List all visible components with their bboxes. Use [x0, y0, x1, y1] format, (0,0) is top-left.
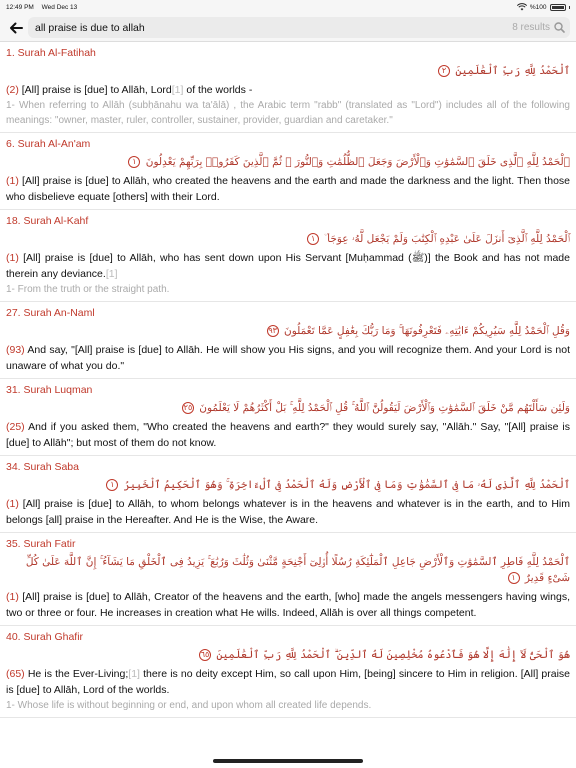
footnote: 1- When referring to Allāh (subḥānahu wa ta'ālā) , the Arabic term "rabb" (translated as "Lord") includes all of the following meanings: "owner, master, ruler, controller, sustainer, provider, guardian and caretaker."	[6, 100, 570, 126]
footnote-reference[interactable]: [1]	[171, 84, 184, 96]
surah-title[interactable]: 1. Surah Al-Fatihah	[6, 47, 96, 59]
arabic-verse	[6, 554, 570, 586]
ayah-number-icon: ٩٣	[268, 326, 277, 335]
verse-translation	[6, 342, 570, 374]
results-list	[0, 42, 576, 718]
ayah-number-icon: ٢٥	[183, 403, 193, 412]
search-result[interactable]	[0, 302, 576, 379]
ayah-number-icon: ٢	[438, 65, 450, 77]
search-result[interactable]	[0, 379, 576, 456]
status-bar	[0, 0, 576, 14]
ayah-number-icon: ١	[508, 572, 520, 584]
translation-text: [All] praise is [due] to Allāh, who has sent down upon His Servant [Muḥammad (ﷺ)] the Book and has not made therein any deviance.	[6, 252, 570, 280]
surah-title[interactable]: 34. Surah Saba	[6, 461, 79, 473]
back-arrow-icon	[9, 22, 23, 34]
ayah-number-icon: ١	[128, 156, 140, 168]
surah-title[interactable]: 27. Surah An-Naml	[6, 307, 95, 319]
verse-number: (65)	[6, 668, 25, 680]
search-icon[interactable]	[554, 22, 565, 33]
verse-translation	[6, 666, 570, 698]
search-result[interactable]	[0, 210, 576, 302]
arabic-verse	[6, 63, 570, 79]
translation-text: And if you asked them, "Who created the heavens and earth?" they would surely say, "Allāh." Say, "[All] praise is [due] to Allāh"; but most of them do not know.	[6, 421, 570, 449]
search-result[interactable]	[0, 133, 576, 210]
verse-number: (25)	[6, 421, 25, 433]
arabic-verse	[6, 477, 570, 493]
status-left	[6, 4, 83, 11]
status-date: Wed Dec 13	[41, 3, 78, 11]
arabic-text: ٱلْحَمْدُ لِلَّهِ ٱلَّذِى لَهُۥ مَا فِى ٱلسَّمَٰوَٰتِ وَمَا فِى ٱلْأَرْضِ وَلَهُ ٱلْحَمْدُ فِى ٱلْءَاخِرَةِ ۚ وَهُوَ ٱلْحَكِيمُ ٱلْخَبِيرُ	[123, 479, 570, 491]
verse-number: (2)	[6, 84, 19, 96]
wifi-icon	[517, 3, 527, 11]
translation-text: [All] praise is [due] to Allāh, to whom belongs whatever is in the heavens and whatever is in the earth, and to Him belongs [all] praise in the Hereafter. And He is the Wise, the Aware.	[6, 498, 570, 526]
footnote-reference[interactable]: [1]	[105, 268, 118, 280]
verse-number: (1)	[6, 252, 19, 264]
translation-text-continued: there is no deity except Him, so call upon Him, [being] sincere to Him in religion. [All] praise is [due] to Allāh, Lord of the worlds.	[6, 668, 570, 696]
search-result[interactable]	[0, 533, 576, 626]
arabic-text: ٱلْحَمْدُ لِلَّهِ ٱلَّذِىٓ أَنزَلَ عَلَىٰ عَبْدِهِ ٱلْكِتَٰبَ وَلَمْ يَجْعَل لَّهُۥ عِوَجَا ۜ	[324, 233, 570, 245]
verse-translation	[6, 419, 570, 451]
footnote: 1- From the truth or the straight path.	[6, 284, 170, 295]
verse-translation	[6, 496, 570, 528]
battery-percent: %100	[529, 3, 547, 11]
verse-translation	[6, 82, 570, 98]
search-input[interactable]	[35, 22, 512, 34]
verse-number: (1)	[6, 591, 19, 603]
search-toolbar	[0, 14, 576, 42]
search-result[interactable]	[0, 42, 576, 133]
surah-title[interactable]: 31. Surah Luqman	[6, 384, 93, 396]
translation-text-continued: of the worlds -	[183, 84, 253, 96]
translation-text: [All] praise is [due] to Allāh, Creator of the heavens and the earth, [who] made the angels messengers having wings, two or three or four. He increases in creation what He wills. Indeed, Allāh is over all things competent.	[6, 591, 570, 619]
search-box[interactable]	[28, 17, 570, 38]
surah-title[interactable]: 6. Surah Al-An'am	[6, 138, 91, 150]
surah-title[interactable]: 40. Surah Ghafir	[6, 631, 84, 643]
arabic-verse	[6, 323, 570, 339]
back-button[interactable]	[4, 16, 28, 40]
arabic-verse	[6, 647, 570, 663]
arabic-text: ٱلْحَمْدُ لِلَّهِ ٱلَّذِى خَلَقَ ٱلسَّمَٰوَٰتِ وَٱلْأَرْضَ وَجَعَلَ ٱلظُّلُمَٰتِ وَٱلنُّورَ ۖ ثُمَّ ٱلَّذِينَ كَفَرُوا۟ بِرَبِّهِمْ يَعْدِلُونَ	[145, 156, 570, 168]
surah-title[interactable]: 18. Surah Al-Kahf	[6, 215, 89, 227]
surah-title[interactable]: 35. Surah Fatir	[6, 538, 76, 550]
ayah-number-icon: ١	[307, 233, 319, 245]
arabic-text: وَلَئِن سَأَلْتَهُم مَّنْ خَلَقَ ٱلسَّمَٰوَٰتِ وَٱلْأَرْضَ لَيَقُولُنَّ ٱللَّهُ ۚ قُلِ ٱلْحَمْدُ لِلَّهِ ۚ بَلْ أَكْثَرُهُمْ لَا يَعْلَمُونَ	[199, 402, 570, 414]
verse-number: (93)	[6, 344, 25, 356]
verse-translation	[6, 589, 570, 621]
translation-text: [All] praise is [due] to Allāh, who created the heavens and the earth and made the darkness and the light. Then those who disbelieve equate [others] with their Lord.	[6, 175, 570, 203]
search-result[interactable]	[0, 626, 576, 718]
ayah-number-icon: ١	[106, 479, 118, 491]
arabic-verse	[6, 154, 570, 170]
footnote: 1- Whose life is without beginning or end, and upon whom all created life depends.	[6, 700, 372, 711]
translation-text: [All] praise is [due] to Allāh, Lord	[18, 84, 172, 96]
arabic-verse	[6, 231, 570, 247]
arabic-text: ٱلْحَمْدُ لِلَّهِ رَبِّ ٱلْعَٰلَمِينَ	[455, 65, 570, 77]
status-time: 12:49 PM	[6, 3, 34, 11]
verse-translation	[6, 250, 570, 282]
search-result[interactable]	[0, 456, 576, 533]
verse-number: (1)	[6, 175, 19, 187]
arabic-text: وَقُلِ ٱلْحَمْدُ لِلَّهِ سَيُرِيكُمْ ءَايَٰتِهِۦ فَتَعْرِفُونَهَا ۚ وَمَا رَبُّكَ بِغَٰفِلٍ عَمَّا تَعْمَلُونَ	[284, 325, 570, 337]
arabic-text: هُوَ ٱلْحَىُّ لَآ إِلَٰهَ إِلَّا هُوَ فَٱدْعُوهُ مُخْلِصِينَ لَهُ ٱلدِّينَ ۗ ٱلْحَمْدُ لِلَّهِ رَبِّ ٱلْعَٰلَمِينَ	[216, 649, 570, 661]
home-indicator	[213, 759, 363, 763]
translation-text: He is the Ever-Living;	[24, 668, 129, 680]
translation-text: And say, "[All] praise is [due] to Allāh. He will show you His signs, and you will recognize them. And your Lord is not unaware of what you do."	[6, 344, 570, 372]
arabic-text: ٱلْحَمْدُ لِلَّهِ فَاطِرِ ٱلسَّمَٰوَٰتِ وَٱلْأَرْضِ جَاعِلِ ٱلْمَلَٰٓئِكَةِ رُسُلًا أُو۟لِىٓ أَجْنِحَةٍ مَّثْنَىٰ وَثُلَٰثَ وَرُبَٰعَ ۚ يَزِيدُ فِى ٱلْخَلْقِ مَا يَشَآءُ ۚ إِنَّ ٱللَّهَ عَلَىٰ كُلِّ شَىْءٍ قَدِيرٌ	[25, 556, 570, 584]
footnote-reference[interactable]: [1]	[128, 668, 140, 680]
verse-number: (1)	[6, 498, 19, 510]
verse-translation	[6, 173, 570, 205]
battery-tip	[569, 6, 571, 9]
arabic-verse	[6, 400, 570, 416]
results-count: 8 results	[512, 22, 550, 33]
status-right	[517, 3, 570, 11]
ayah-number-icon: ٦٥	[200, 650, 210, 659]
battery-icon	[550, 4, 566, 11]
